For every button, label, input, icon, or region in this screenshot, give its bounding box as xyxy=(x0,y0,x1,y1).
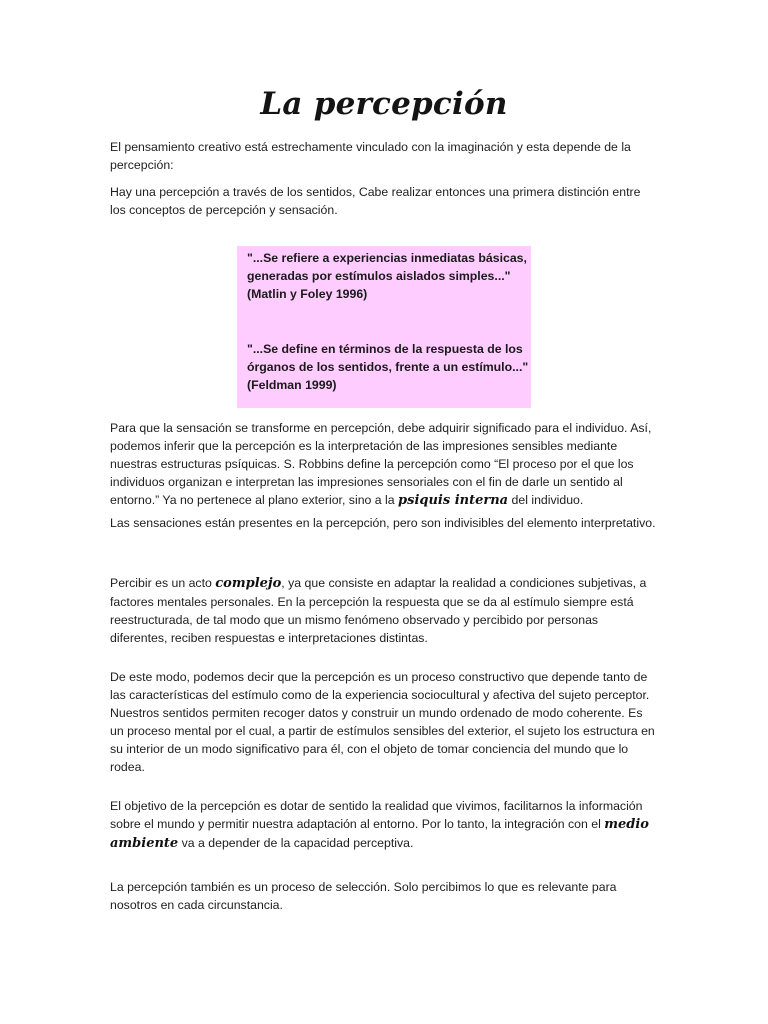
quote-matlin xyxy=(247,249,529,303)
text-run: del individuo. xyxy=(508,493,584,507)
paragraph-sensation xyxy=(110,419,658,510)
text-run: Percibir es un acto xyxy=(110,576,216,590)
text-run: El objetivo de la percepción es dotar de sentido la realidad que vivimos, facilitarnos la información sobre el mundo y permitir nuestra adaptación al entorno. Por lo tanto, la integración con el xyxy=(110,799,643,831)
text-run: Para que la sensación se transforme en percepción, debe adquirir significado para el individuo. Así, podemos inferir que la percepción es la interpretación de las impresiones sensibles mediante nuestras estructuras psíquicas. S. Robbins define la percepción como “El proceso por el que los individuos organizan e interpretan las impresiones sensoriales con el fin de darle un sentido al entorno.” Ya no pertenece al plano exterior, sino a la xyxy=(110,421,652,507)
paragraph-intro: El pensamiento creativo está estrechamente vinculado con la imaginación y esta depende de la percepción: xyxy=(110,140,631,172)
quote-feldman xyxy=(247,340,529,394)
text-run: , ya que consiste en adaptar la realidad a condiciones subjetivas, a factores mentales personales. En la percepción la respuesta que se da al estímulo siempre está reestructurada, de tal modo que un mismo fenómeno observado y percibido por personas diferentes, reciben respuestas e interpretaciones distintas. xyxy=(110,576,647,645)
paragraph-objective xyxy=(110,797,658,853)
quote-box xyxy=(237,246,531,408)
paragraph-senses: Hay una percepción a través de los sentidos, Cabe realizar entonces una primera distinción entre los conceptos de percepción y sensación. xyxy=(110,185,641,217)
text-run: va a depender de la capacidad perceptiva. xyxy=(178,836,414,850)
quote-citation: (Feldman 1999) xyxy=(247,378,337,392)
quote-text: "...Se define en términos de la respuesta de los órganos de los sentidos, frente a un estímulo..." xyxy=(247,342,529,374)
paragraph-selection: La percepción también es un proceso de selección. Solo percibimos lo que es relevante para nosotros en cada circunstancia. xyxy=(110,880,617,912)
highlight-psiquis-interna: psiquis interna xyxy=(398,493,509,508)
quote-text: "...Se refiere a experiencias inmediatas básicas, generadas por estímulos aislados simples..." xyxy=(247,251,527,283)
highlight-complejo: complejo xyxy=(215,576,282,591)
quote-citation: (Matlin y Foley 1996) xyxy=(247,287,368,301)
page-title: La percepción xyxy=(260,86,508,122)
paragraph-complex xyxy=(110,574,658,647)
highlight-medio-ambiente: medio ambiente xyxy=(110,817,649,851)
paragraph-interpretative: Las sensaciones están presentes en la percepción, pero son indivisibles del elemento interpretativo. xyxy=(110,516,656,530)
paragraph-constructive: De este modo, podemos decir que la percepción es un proceso constructivo que depende tanto de las características del estímulo como de la experiencia sociocultural y afectiva del sujeto perceptor. Nuestros sentidos permiten recoger datos y construir un mundo ordenado de modo coherente. Es un proceso mental por el cual, a partir de estímulos sensibles del exterior, el sujeto los estructura en su interior de un modo significativo para él, con el objeto de tomar conciencia del mundo que lo rodea. xyxy=(110,670,655,774)
